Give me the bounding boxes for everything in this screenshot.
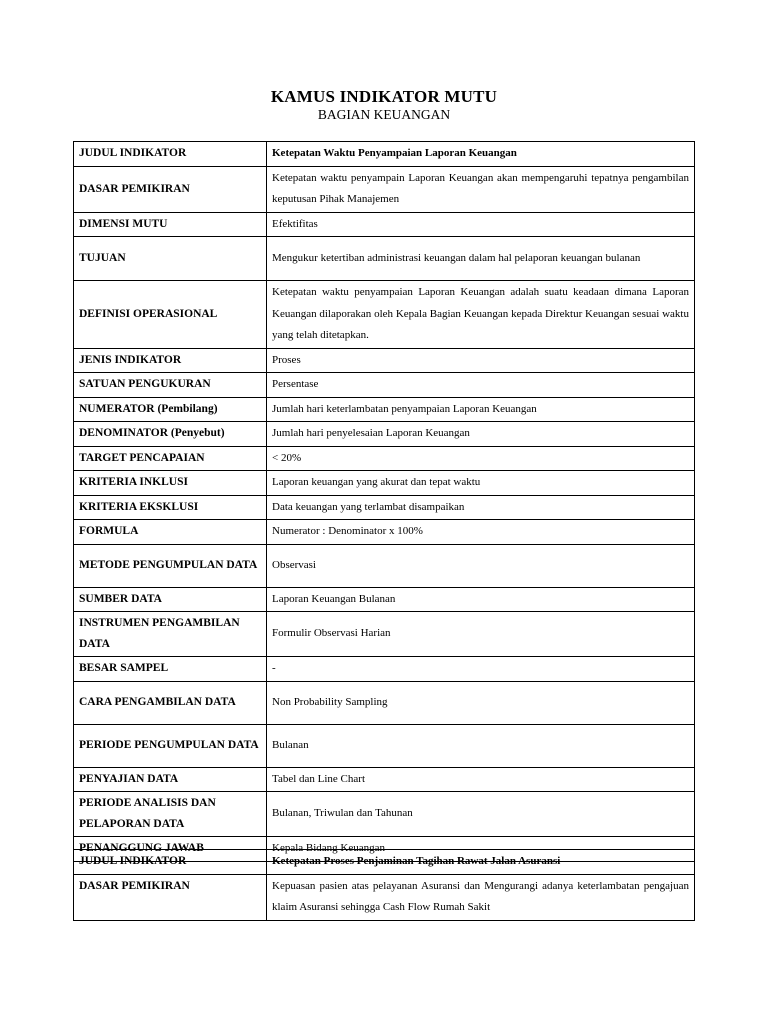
row-value: Ketepatan waktu penyampaian Laporan Keuangan adalah suatu keadaan dimana Laporan Keuangan dilaporakan oleh Kepala Bagian Keuangan kepada Direktur Keuangan sesuai waktu yang telah ditetapkan.	[267, 281, 695, 349]
row-key: DEFINISI OPERASIONAL	[74, 281, 267, 349]
row-key: DENOMINATOR (Penyebut)	[74, 422, 267, 447]
table-row	[74, 520, 695, 545]
row-value: Kepala Bidang Keuangan	[267, 837, 695, 862]
row-value: Laporan keuangan yang akurat dan tepat waktu	[267, 471, 695, 496]
row-value: Kepuasan pasien atas pelayanan Asuransi dan Mengurangi adanya keterlambatan pengajuan klaim Asuransi sehingga Cash Flow Rumah Sakit	[267, 874, 695, 920]
row-key: PERIODE ANALISIS DAN PELAPORAN DATA	[74, 792, 267, 837]
indicator-table-1	[73, 141, 695, 862]
row-key: CARA PENGAMBILAN DATA	[74, 681, 267, 724]
document-title: KAMUS INDIKATOR MUTU	[270, 87, 498, 106]
row-value: Laporan Keuangan Bulanan	[267, 587, 695, 612]
row-value: Non Probability Sampling	[267, 681, 695, 724]
table-row	[74, 373, 695, 398]
row-value: Efektifitas	[267, 212, 695, 237]
row-value: Proses	[267, 348, 695, 373]
row-key: METODE PENGUMPULAN DATA	[74, 544, 267, 587]
table-row	[74, 166, 695, 212]
row-key: JUDUL INDIKATOR	[74, 142, 267, 167]
table-row	[74, 681, 695, 724]
row-key: TUJUAN	[74, 237, 267, 281]
table-row	[74, 657, 695, 682]
row-key: KRITERIA EKSKLUSI	[74, 495, 267, 520]
table-row	[74, 397, 695, 422]
row-key: INSTRUMEN PENGAMBILAN DATA	[74, 612, 267, 657]
indicator-table-2	[73, 849, 695, 921]
table-row	[74, 471, 695, 496]
table-row	[74, 612, 695, 657]
table-row	[74, 792, 695, 837]
document-subtitle: BAGIAN KEUANGAN	[317, 107, 451, 122]
row-key: PENANGGUNG JAWAB	[74, 837, 267, 862]
row-value: Jumlah hari keterlambatan penyampaian Laporan Keuangan	[267, 397, 695, 422]
row-value: -	[267, 657, 695, 682]
table-row	[74, 422, 695, 447]
row-key: TARGET PENCAPAIAN	[74, 446, 267, 471]
table-row	[74, 587, 695, 612]
row-key: DASAR PEMIKIRAN	[74, 874, 267, 920]
table-row	[74, 850, 695, 875]
row-value: Formulir Observasi Harian	[267, 612, 695, 657]
row-value: Jumlah hari penyelesaian Laporan Keuangan	[267, 422, 695, 447]
table-row	[74, 142, 695, 167]
row-key: JENIS INDIKATOR	[74, 348, 267, 373]
row-key: PERIODE PENGUMPULAN DATA	[74, 724, 267, 767]
table-row	[74, 724, 695, 767]
table-row	[74, 212, 695, 237]
table-row	[74, 348, 695, 373]
row-value: Bulanan	[267, 724, 695, 767]
row-key: DIMENSI MUTU	[74, 212, 267, 237]
row-value: < 20%	[267, 446, 695, 471]
row-value: Mengukur ketertiban administrasi keuangan dalam hal pelaporan keuangan bulanan	[267, 237, 695, 281]
row-value: Bulanan, Triwulan dan Tahunan	[267, 792, 695, 837]
row-key: SUMBER DATA	[74, 587, 267, 612]
row-value: Ketepatan Proses Penjaminan Tagihan Rawat Jalan Asuransi	[267, 850, 695, 875]
table-row	[74, 495, 695, 520]
row-key: KRITERIA INKLUSI	[74, 471, 267, 496]
table-row	[74, 874, 695, 920]
row-value: Ketepatan Waktu Penyampaian Laporan Keuangan	[267, 142, 695, 167]
row-value: Numerator : Denominator x 100%	[267, 520, 695, 545]
row-key: PENYAJIAN DATA	[74, 767, 267, 792]
table-row	[74, 237, 695, 281]
row-key: DASAR PEMIKIRAN	[74, 166, 267, 212]
row-key: SATUAN PENGUKURAN	[74, 373, 267, 398]
table-row	[74, 446, 695, 471]
row-value: Observasi	[267, 544, 695, 587]
row-key: BESAR SAMPEL	[74, 657, 267, 682]
row-value: Ketepatan waktu penyampain Laporan Keuangan akan mempengaruhi tepatnya pengambilan keputusan Pihak Manajemen	[267, 166, 695, 212]
row-value: Data keuangan yang terlambat disampaikan	[267, 495, 695, 520]
row-key: FORMULA	[74, 520, 267, 545]
row-key: JUDUL INDIKATOR	[74, 850, 267, 875]
table-row	[74, 281, 695, 349]
row-value: Persentase	[267, 373, 695, 398]
table-row	[74, 544, 695, 587]
table-row	[74, 767, 695, 792]
row-value: Tabel dan Line Chart	[267, 767, 695, 792]
row-key: NUMERATOR (Pembilang)	[74, 397, 267, 422]
